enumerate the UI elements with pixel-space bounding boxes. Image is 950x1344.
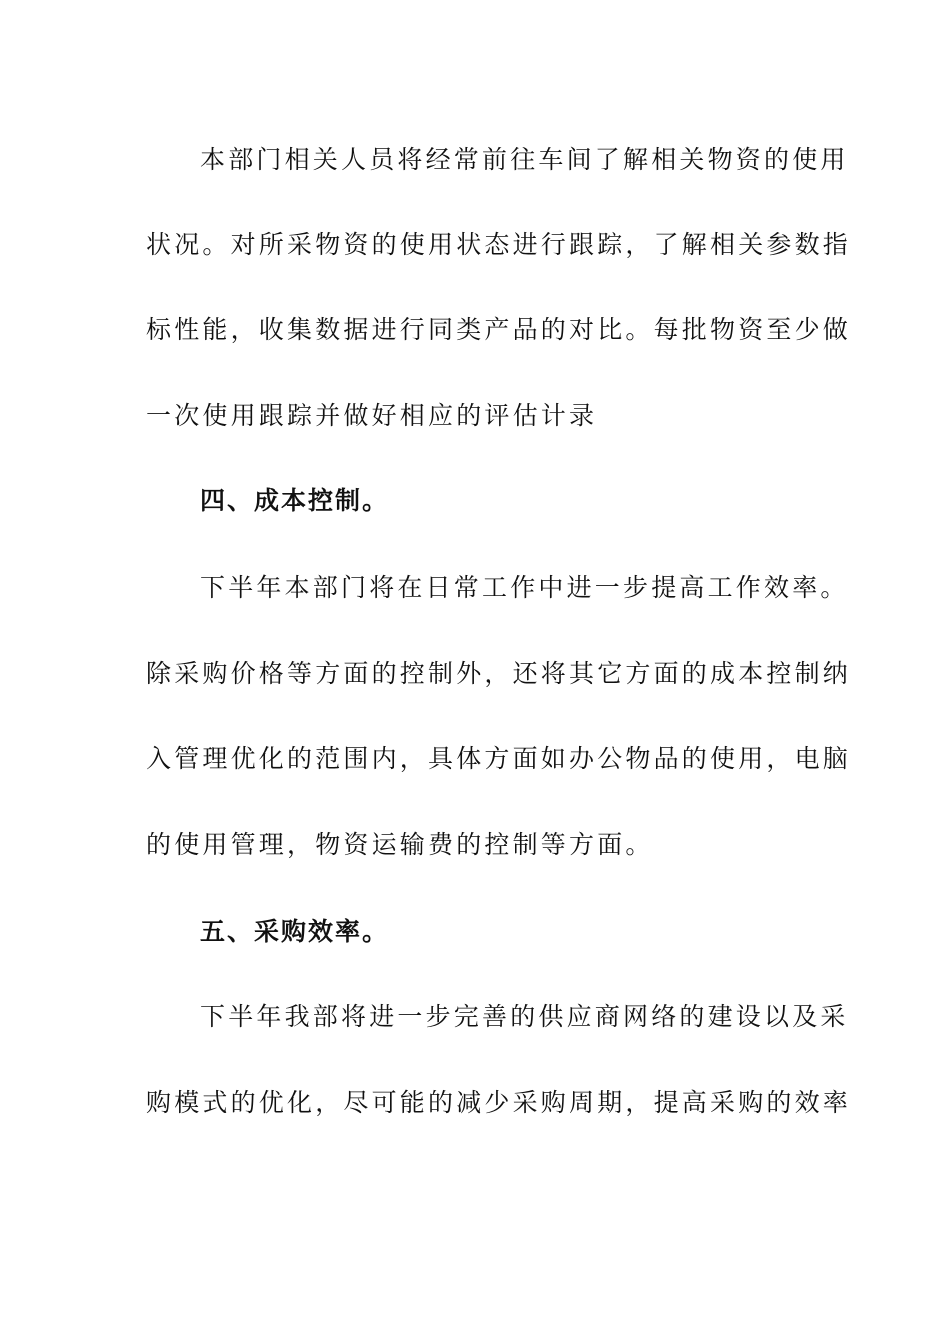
paragraph-line: 除采购价格等方面的控制外，还将其它方面的成本控制纳 (146, 659, 852, 688)
paragraph-line: 本部门相关人员将经常前往车间了解相关物资的使用 (200, 145, 849, 174)
paragraph-line: 入管理优化的范围内，具体方面如办公物品的使用，电脑 (146, 744, 852, 773)
section-heading-cost-control: 四、成本控制。 (200, 486, 390, 515)
paragraph-line: 状况。对所采物资的使用状态进行跟踪，了解相关参数指 (146, 230, 852, 259)
section-heading-purchasing-efficiency: 五、采购效率。 (200, 917, 390, 946)
paragraph-line: 标性能，收集数据进行同类产品的对比。每批物资至少做 (146, 315, 852, 344)
paragraph-line: 一次使用跟踪并做好相应的评估计录 (146, 401, 598, 430)
paragraph-line: 下半年我部将进一步完善的供应商网络的建设以及采 (200, 1002, 849, 1031)
paragraph-line: 下半年本部门将在日常工作中进一步提高工作效率。 (200, 573, 849, 602)
paragraph-line: 的使用管理，物资运输费的控制等方面。 (146, 830, 654, 859)
paragraph-line: 购模式的优化，尽可能的减少采购周期，提高采购的效率 (146, 1088, 852, 1117)
